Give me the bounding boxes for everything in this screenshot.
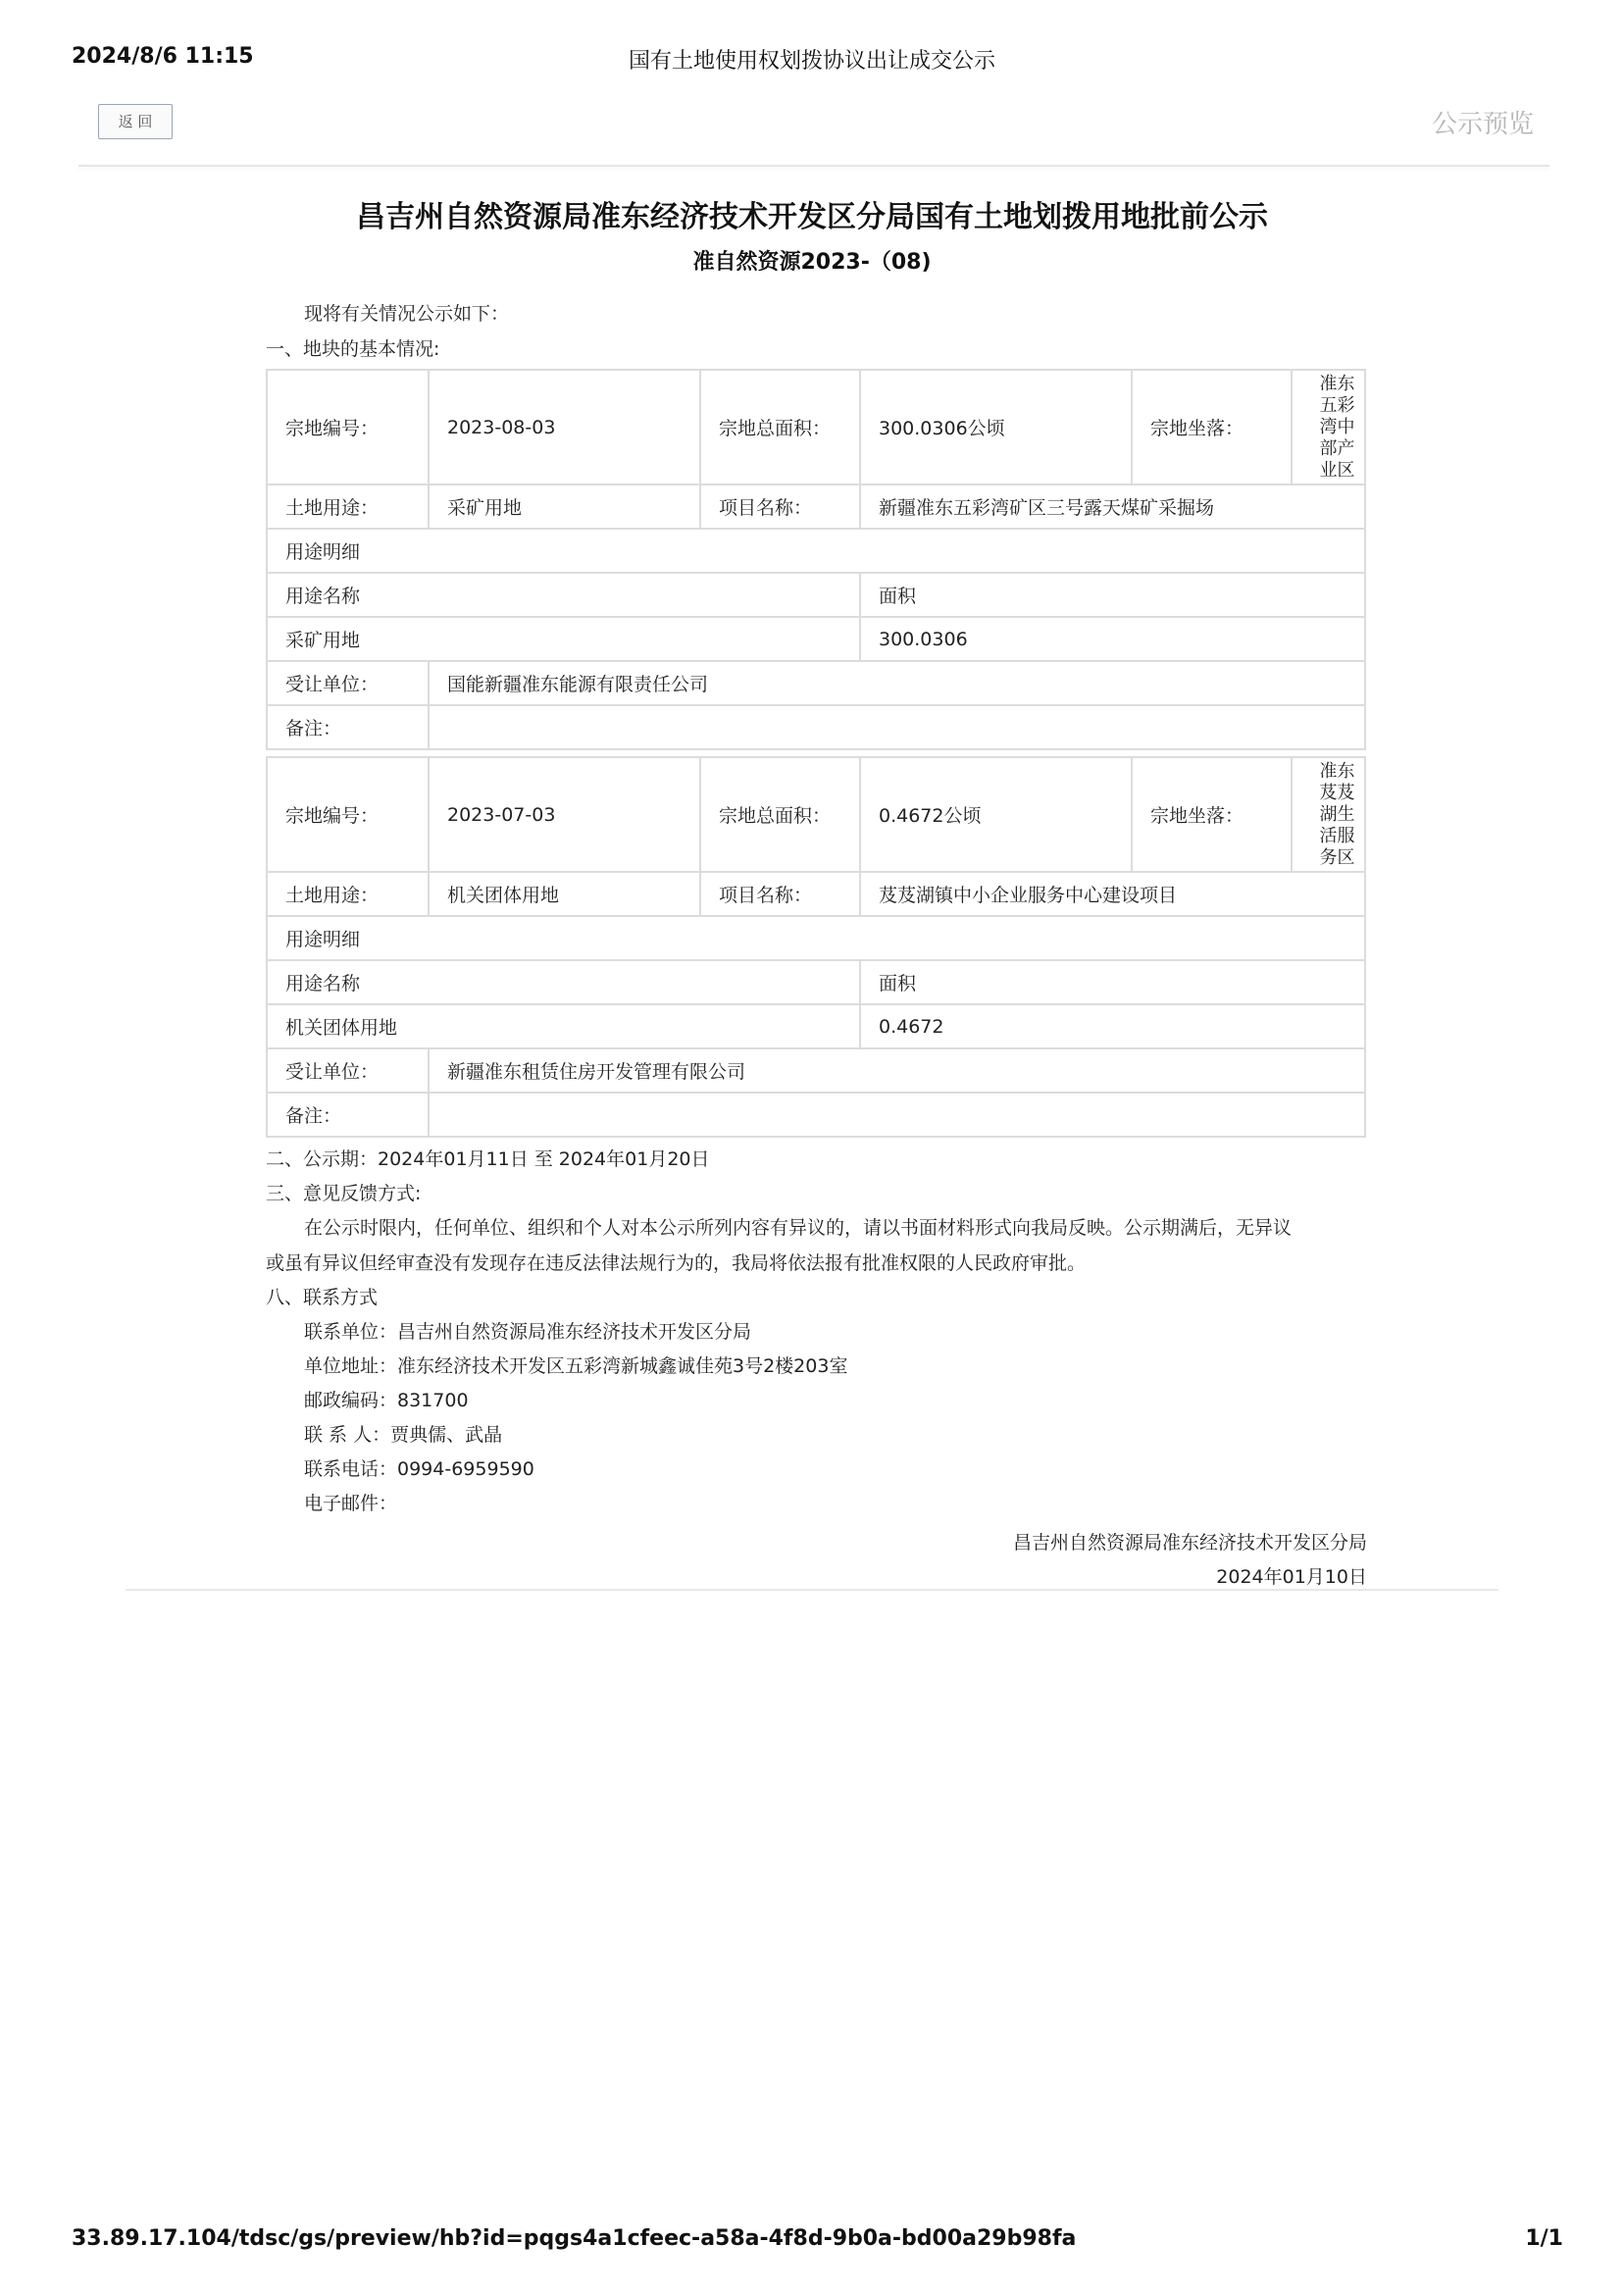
parcel-location-cell (1292, 370, 1365, 484)
parcel-id-value: 2023-08-03 (429, 370, 700, 484)
grantee-row (267, 1048, 1365, 1093)
preview-title: 公示预览 (1431, 110, 1534, 139)
grantee-value: 国能新疆准东能源有限责任公司 (429, 661, 1365, 705)
contact-postcode: 邮政编码：831700 (304, 1390, 469, 1411)
parcel-location-label: 宗地坐落： (1132, 370, 1292, 484)
parcel-location-label: 宗地坐落： (1132, 757, 1292, 872)
parcel-location-value: 准东芨芨湖生活服务区 (1319, 760, 1355, 868)
use-detail-heading-row (267, 916, 1365, 960)
contact-unit: 联系单位：昌吉州自然资源局准东经济技术开发区分局 (304, 1321, 752, 1343)
land-use-value: 采矿用地 (429, 484, 700, 529)
use-detail-col-area: 面积 (860, 573, 1365, 617)
parcel-area-label: 宗地总面积： (700, 757, 860, 872)
use-detail-name: 机关团体用地 (267, 1004, 860, 1048)
use-detail-col-area: 面积 (860, 960, 1365, 1004)
parcel-area-value: 300.0306公顷 (860, 370, 1132, 484)
contact-phone: 联系电话：0994-6959590 (304, 1458, 534, 1480)
notice-period: 二、公示期：2024年01月11日 至 2024年01月20日 (266, 1148, 710, 1170)
parcel-table-2 (266, 756, 1366, 1138)
feedback-text-line2: 或虽有异议但经审查没有发现存在违反法律法规行为的，我局将依法报有批准权限的人民政府审批。 (266, 1252, 1087, 1274)
intro-text: 现将有关情况公示如下： (304, 303, 510, 325)
print-url: 33.89.17.104/tdsc/gs/preview/hb?id=pqgs4a1cfeec-a58a-4f8d-9b0a-bd00a29b98fa (72, 2226, 1077, 2251)
use-detail-header-row (267, 573, 1365, 617)
use-detail-area: 300.0306 (860, 617, 1365, 661)
remark-value (429, 705, 1365, 749)
print-datetime: 2024/8/6 11:15 (72, 44, 254, 69)
parcel-row-basic (267, 370, 1365, 484)
grantee-label: 受让单位： (267, 1048, 429, 1093)
use-detail-col-name: 用途名称 (267, 960, 860, 1004)
parcel-location-cell (1292, 757, 1365, 872)
parcel-area-value: 0.4672公顷 (860, 757, 1132, 872)
use-detail-heading-row (267, 529, 1365, 573)
parcel-table-1 (266, 369, 1366, 750)
remark-value (429, 1093, 1365, 1137)
feedback-heading: 三、意见反馈方式: (266, 1183, 422, 1204)
signature-org: 昌吉州自然资源局准东经济技术开发区分局 (1012, 1532, 1367, 1554)
use-detail-col-name: 用途名称 (267, 573, 860, 617)
section1-heading: 一、地块的基本情况: (266, 338, 440, 360)
parcel-area-label: 宗地总面积： (700, 370, 860, 484)
remark-row (267, 1093, 1365, 1137)
land-use-value: 机关团体用地 (429, 872, 700, 916)
signature-date: 2024年01月10日 (1216, 1566, 1367, 1588)
contact-address: 单位地址：准东经济技术开发区五彩湾新城鑫诚佳苑3号2楼203室 (304, 1355, 848, 1377)
grantee-row (267, 661, 1365, 705)
project-name-label: 项目名称： (700, 484, 860, 529)
feedback-text-line1: 在公示时限内，任何单位、组织和个人对本公示所列内容有异议的，请以书面材料形式向我局反映。公示期满后，无异议 (304, 1217, 1293, 1239)
remark-label: 备注： (267, 1093, 429, 1137)
back-button[interactable]: 返 回 (98, 104, 173, 139)
use-detail-heading: 用途明细 (267, 529, 1365, 573)
use-detail-row (267, 1004, 1365, 1048)
parcel-id-value: 2023-07-03 (429, 757, 700, 872)
project-name-value: 芨芨湖镇中小企业服务中心建设项目 (860, 872, 1365, 916)
contact-email: 电子邮件： (304, 1493, 398, 1514)
parcel-row-basic (267, 757, 1365, 872)
parcel-row-use (267, 484, 1365, 529)
document-number: 准自然资源2023-（08) (692, 250, 932, 275)
use-detail-heading: 用途明细 (267, 916, 1365, 960)
grantee-value: 新疆准东租赁住房开发管理有限公司 (429, 1048, 1365, 1093)
grantee-label: 受让单位： (267, 661, 429, 705)
use-detail-header-row (267, 960, 1365, 1004)
document-title: 昌吉州自然资源局准东经济技术开发区分局国有土地划拨用地批前公示 (356, 200, 1268, 234)
land-use-label: 土地用途： (267, 872, 429, 916)
print-page-title: 国有土地使用权划拨协议出让成交公示 (628, 49, 995, 74)
parcel-id-label: 宗地编号： (267, 757, 429, 872)
parcel-id-label: 宗地编号： (267, 370, 429, 484)
contact-heading: 八、联系方式 (266, 1287, 379, 1308)
parcel-row-use (267, 872, 1365, 916)
parcel-location-value: 准东五彩湾中部产业区 (1319, 373, 1355, 481)
remark-label: 备注： (267, 705, 429, 749)
remark-row (267, 705, 1365, 749)
use-detail-name: 采矿用地 (267, 617, 860, 661)
print-page-number: 1/1 (1525, 2226, 1563, 2251)
contact-person: 联 系 人：贾典儒、武晶 (304, 1424, 503, 1446)
project-name-label: 项目名称： (700, 872, 860, 916)
use-detail-row (267, 617, 1365, 661)
header-divider (78, 165, 1549, 167)
footer-divider (126, 1589, 1498, 1591)
project-name-value: 新疆准东五彩湾矿区三号露天煤矿采掘场 (860, 484, 1365, 529)
land-use-label: 土地用途： (267, 484, 429, 529)
use-detail-area: 0.4672 (860, 1004, 1365, 1048)
